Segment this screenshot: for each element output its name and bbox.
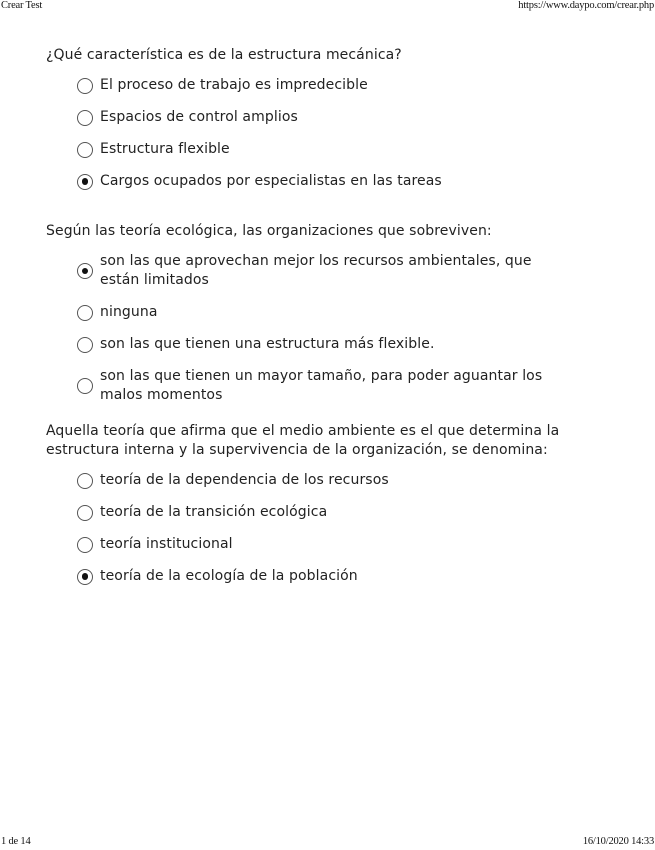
- page-title: Crear Test: [1, 0, 43, 11]
- answer-label: El proceso de trabajo es impredecible: [100, 77, 368, 93]
- answer-label: son las que aprovechan mejor los recursos ambientales, que están limitados: [100, 253, 532, 288]
- radio-button-icon[interactable]: [77, 378, 93, 394]
- answer-options: [46, 252, 586, 405]
- answer-option[interactable]: [77, 108, 586, 127]
- answer-option[interactable]: [77, 140, 586, 159]
- answer-label: son las que tienen un mayor tamaño, para poder aguantar los malos momentos: [100, 368, 543, 403]
- radio-button-icon[interactable]: [77, 305, 93, 321]
- question-text: Aquella teoría que afirma que el medio ambiente es el que determina la estructura interna y la supervivencia de la organización, se denomina:: [46, 423, 560, 458]
- question-2: [46, 222, 586, 418]
- answer-label: teoría de la dependencia de los recursos: [100, 472, 389, 488]
- print-header: [0, 0, 655, 14]
- print-datetime: 16/10/2020 14:33: [582, 836, 654, 847]
- radio-button-icon[interactable]: [77, 537, 93, 553]
- answer-options: [46, 76, 586, 191]
- radio-button-icon[interactable]: [77, 337, 93, 353]
- answer-label: teoría de la transición ecológica: [100, 504, 328, 520]
- radio-button-icon[interactable]: [77, 473, 93, 489]
- page-url: https://www.daypo.com/crear.php: [518, 0, 654, 11]
- radio-button-icon[interactable]: [77, 142, 93, 158]
- page-number: 1 de 14: [1, 836, 31, 847]
- answer-label: Estructura flexible: [100, 141, 230, 157]
- answer-option[interactable]: [77, 471, 586, 490]
- answer-label: ninguna: [100, 304, 158, 320]
- answer-option[interactable]: [77, 535, 586, 554]
- answer-label: teoría de la ecología de la población: [100, 568, 358, 584]
- answer-option[interactable]: [77, 303, 586, 322]
- answer-option[interactable]: [77, 367, 586, 405]
- radio-button-icon[interactable]: [77, 505, 93, 521]
- answer-options: [46, 471, 586, 586]
- question-text: Según las teoría ecológica, las organizaciones que sobreviven:: [46, 223, 492, 239]
- radio-button-icon[interactable]: [77, 110, 93, 126]
- answer-option[interactable]: [77, 252, 586, 290]
- answer-option[interactable]: [77, 567, 586, 586]
- question-1: [46, 46, 586, 204]
- radio-button-icon[interactable]: [77, 263, 93, 279]
- answer-label: teoría institucional: [100, 536, 233, 552]
- radio-button-icon[interactable]: [77, 569, 93, 585]
- answer-option[interactable]: [77, 503, 586, 522]
- question-text: ¿Qué característica es de la estructura mecánica?: [46, 47, 402, 63]
- answer-option[interactable]: [77, 76, 586, 95]
- radio-button-icon[interactable]: [77, 174, 93, 190]
- answer-label: son las que tienen una estructura más flexible.: [100, 336, 435, 352]
- answer-option[interactable]: [77, 335, 586, 354]
- answer-option[interactable]: [77, 172, 586, 191]
- answer-label: Espacios de control amplios: [100, 109, 298, 125]
- question-3: [46, 422, 586, 599]
- answer-label: Cargos ocupados por especialistas en las tareas: [100, 173, 442, 189]
- radio-button-icon[interactable]: [77, 78, 93, 94]
